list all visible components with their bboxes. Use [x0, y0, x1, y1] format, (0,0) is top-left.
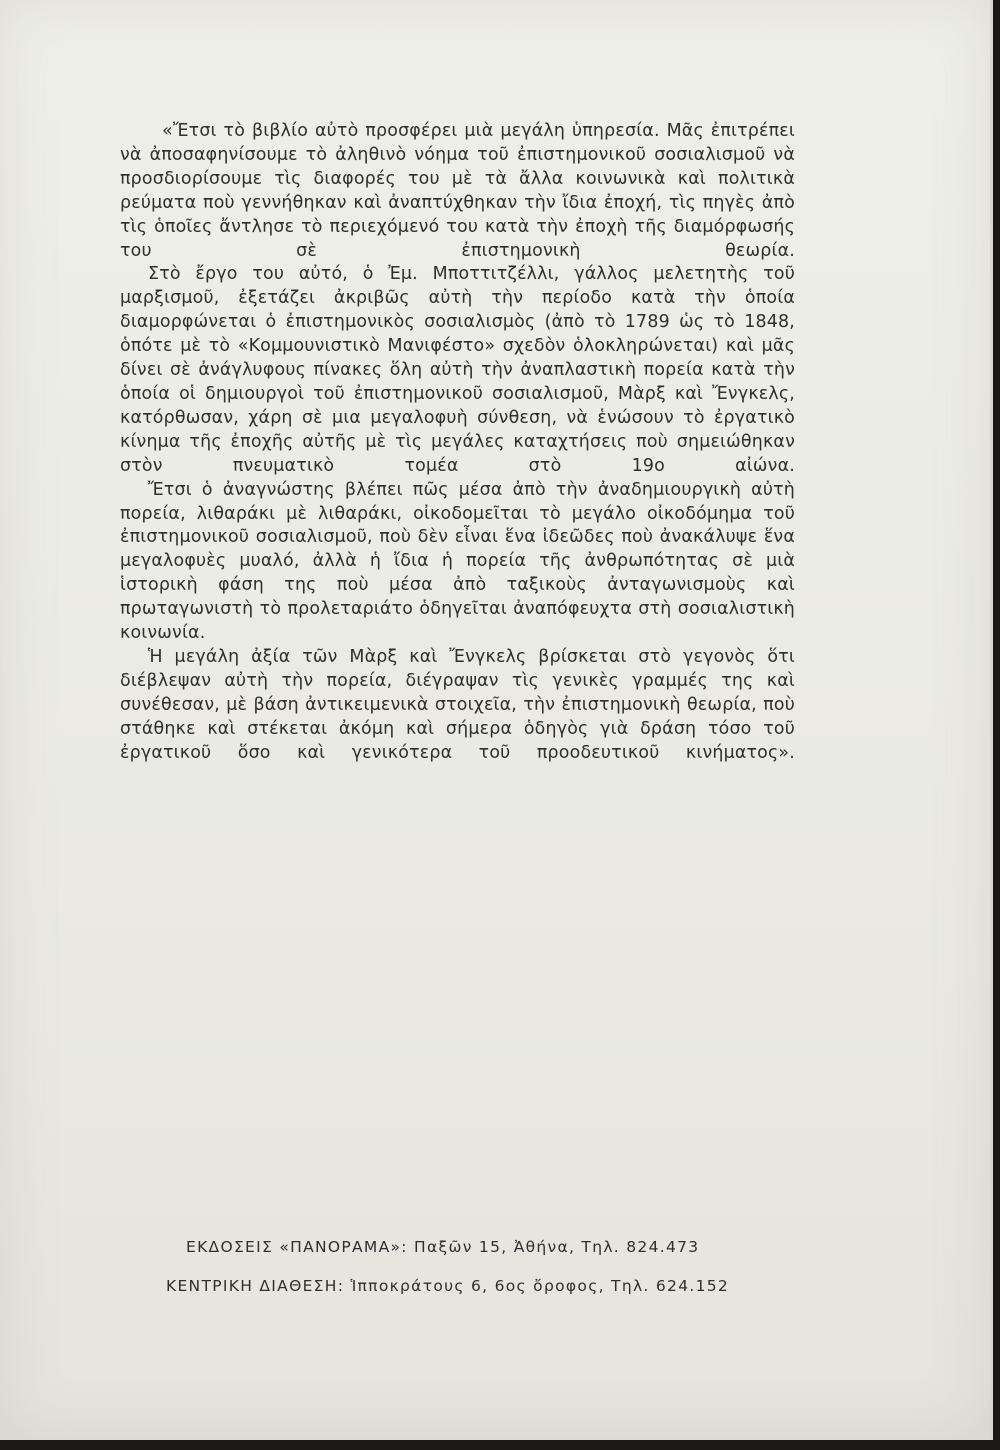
- blurb-paragraph-4: Ἡ μεγάλη ἀξία τῶν Μὰρξ καὶ Ἔνγκελς βρίσκεται στὸ γεγονὸς ὅτι διέβλεψαν αὐτὴ τὴν πορεία, διέγραψαν τὶς γενικὲς γραμμές της καὶ συνέθεσαν, μὲ βάση ἀντικειμενικὰ στοιχεῖα, τὴν ἐπιστημονικὴ θεωρία, ποὺ στάθηκε καὶ στέκεται ἀκόμη καὶ σήμερα ὁδηγὸς γιὰ δράση τόσο τοῦ ἐργατικοῦ ὅσο καὶ γενικότερα τοῦ προοδευτικοῦ κινήματος».: [120, 646, 795, 763]
- distribution-line: ΚΕΝΤΡΙΚΗ ΔΙΑΘΕΣΗ: Ἱπποκράτους 6, 6ος ὄροφος, Τηλ. 624.152: [166, 1277, 730, 1295]
- blurb-paragraph-1: «Ἔτσι τὸ βιβλίο αὐτὸ προσφέρει μιὰ μεγάλη ὑπηρεσία. Μᾶς ἐπιτρέπει νὰ ἀποσαφηνίσουμε τὸ ἀληθινὸ νόημα τοῦ ἐπιστημονικοῦ σοσιαλισμοῦ νὰ προσδιορίσουμε τὶς διαφορές του μὲ τὰ ἄλλα κοινωνικὰ καὶ πολιτικὰ ρεύματα ποὺ γεννήθηκαν καὶ ἀναπτύχθηκαν τὴν ἴδια ἐποχή, τὶς πηγὲς ἀπὸ τὶς ὁποῖες ἄντλησε τὸ περιεχόμενό του κατὰ τὴν ἐποχὴ τῆς διαμόρφωσής του σὲ ἐπιστημονικὴ θεωρία.: [120, 121, 795, 261]
- blurb-text: [120, 120, 795, 765]
- publisher-line: ΕΚΔΟΣΕΙΣ «ΠΑΝΟΡΑΜΑ»: Παξῶν 15, Ἀθήνα, Τηλ. 824.473: [186, 1238, 700, 1256]
- blurb-paragraph-3: Ἔτσι ὁ ἀναγνώστης βλέπει πῶς μέσα ἀπὸ τὴν ἀναδημιουργικὴ αὐτὴ πορεία, λιθαράκι μὲ λιθαράκι, οἰκοδομεῖται τὸ μεγάλο οἰκοδόμημα τοῦ ἐπιστημονικοῦ σοσιαλισμοῦ, ποὺ δὲν εἶναι ἕνα ἰδεῶδες ποὺ ἀνακάλυψε ἕνα μεγαλοφυὲς μυαλό, ἀλλὰ ἡ ἴδια ἡ πορεία τῆς ἀνθρωπότητας σὲ μιὰ ἱστορικὴ φάση της ποὺ μέσα ἀπὸ ταξικοὺς ἀνταγωνισμοὺς καὶ πρωταγωνιστὴ τὸ προλεταριάτο ὁδηγεῖται ἀναπόφευχτα στὴ σοσιαλιστικὴ κοινωνία.: [120, 479, 795, 644]
- blurb-paragraph-2: Στὸ ἔργο του αὐτό, ὁ Ἐμ. Μποττιτζέλλι, γάλλος μελετητὴς τοῦ μαρξισμοῦ, ἐξετάζει ἀκριβῶς αὐτὴ τὴν περίοδο κατὰ τὴν ὁποία διαμορφώνεται ὁ ἐπιστημονικὸς σοσιαλισμὸς (ἀπὸ τὸ 1789 ὡς τὸ 1848, ὁπότε μὲ τὸ «Κομμουνιστικὸ Μανιφέστο» σχεδὸν ὁλοκληρώνεται) καὶ μᾶς δίνει σὲ ἀνάγλυφους πίνακες ὅλη αὐτὴ τὴν ἀναπλαστικὴ πορεία κατὰ τὴν ὁποία οἱ δημιουργοὶ τοῦ ἐπιστημονικοῦ σοσιαλισμοῦ, Μὰρξ καὶ Ἔνγκελς, κατόρθωσαν, χάρη σὲ μια μεγαλοφυὴ σύνθεση, νὰ ἑνώσουν τὸ ἐργατικὸ κίνημα τῆς ἐποχῆς αὐτῆς μὲ τὶς μεγάλες καταχτήσεις ποὺ σημειώθηκαν στὸν πνευματικὸ τομέα στὸ 19ο αἰώνα.: [120, 264, 795, 476]
